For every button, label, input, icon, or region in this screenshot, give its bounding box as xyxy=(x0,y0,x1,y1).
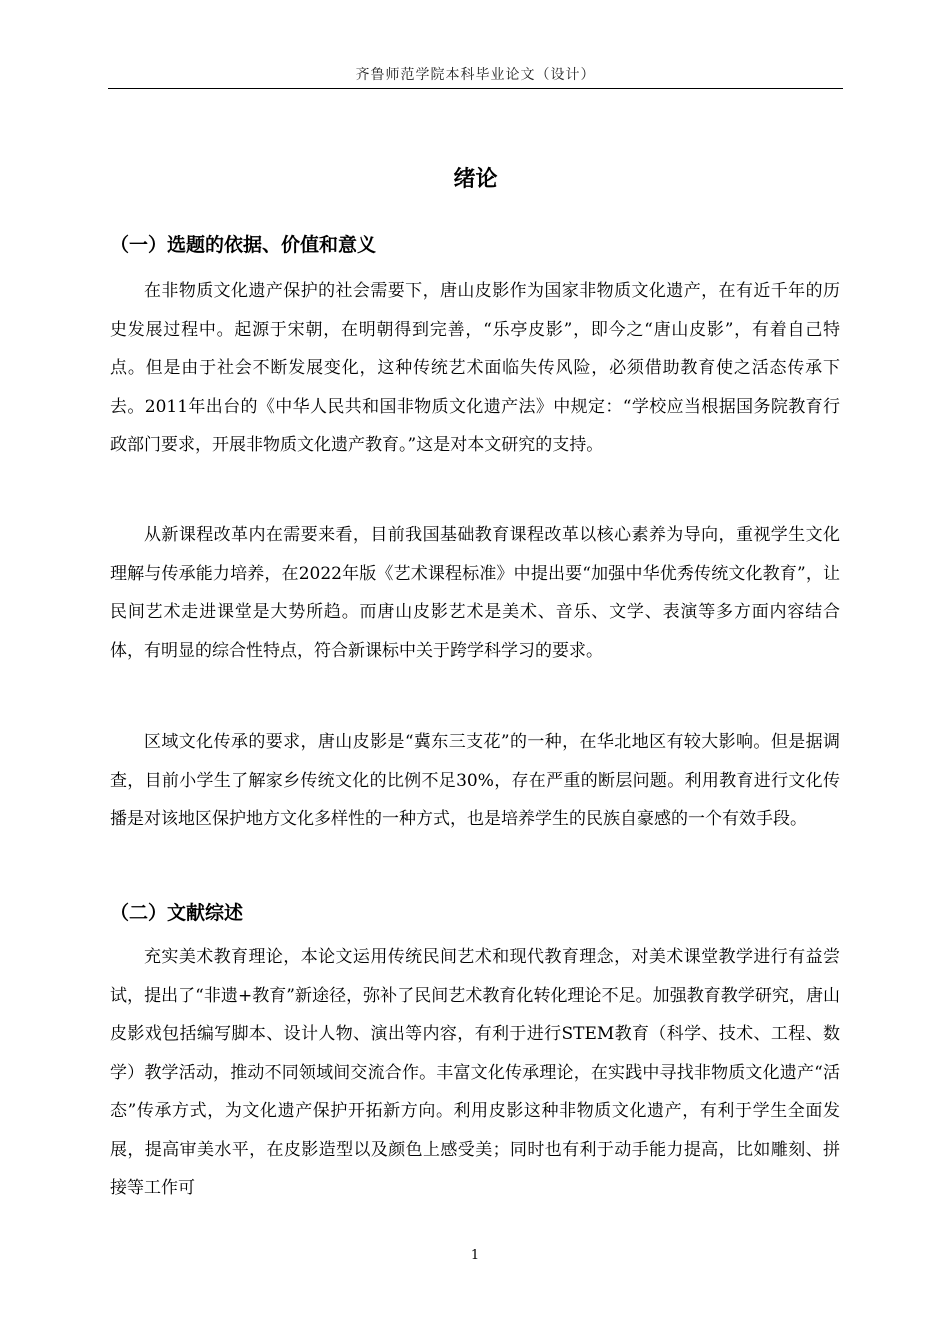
section-heading-literature-review: （二）文献综述 xyxy=(110,902,244,924)
page-number: 1 xyxy=(470,1248,480,1263)
header-divider xyxy=(108,88,843,89)
chapter-title: 绪论 xyxy=(453,167,498,192)
paragraph-curriculum-reform: 从新课程改革内在需要来看，目前我国基础教育课程改革以核心素养为导向，重视学生文化理解与传承能力培养，在2022年版《艺术课程标准》中提出要“加强中华优秀传统文化教育”，让民间艺术走进课堂是大势所趋。而唐山皮影艺术是美术、音乐、文学、表演等多方面内容结合体，有明显的综合性特点，符合新课标中关于跨学科学习的要求。 xyxy=(110,525,840,661)
paragraph-heritage-protection: 在非物质文化遗产保护的社会需要下，唐山皮影作为国家非物质文化遗产，在有近千年的历史发展过程中。起源于宋朝，在明朝得到完善，“乐亭皮影”，即今之“唐山皮影”，有着自己特点。但是由于社会不断发展变化，这种传统艺术面临失传风险，必须借助教育使之活态传承下去。2011年出台的《中华人民共和国非物质文化遗产法》中规定：“学校应当根据国务院教育行政部门要求，开展非物质文化遗产教育。”这是对本文研究的支持。 xyxy=(110,281,840,455)
running-header: 齐鲁师范学院本科毕业论文（设计） xyxy=(355,67,596,83)
paragraph-literature-review: 充实美术教育理论，本论文运用传统民间艺术和现代教育理念，对美术课堂教学进行有益尝试，提出了“非遗+教育”新途径，弥补了民间艺术教育化转化理论不足。加强教育教学研究，唐山皮影戏包括编写脚本、设计人物、演出等内容，有利于进行STEM教育（科学、技术、工程、数学）教学活动，推动不同领域间交流合作。丰富文化传承理论，在实践中寻找非物质文化遗产“活态”传承方式，为文化遗产保护开拓新方向。利用皮影这种非物质文化遗产，有利于学生全面发展，提高审美水平，在皮影造型以及颜色上感受美；同时也有利于动手能力提高，比如雕刻、拼接等工作可 xyxy=(110,947,840,1198)
section-heading-basis: （一）选题的依据、价值和意义 xyxy=(110,234,377,256)
paragraph-regional-culture: 区域文化传承的要求，唐山皮影是“冀东三支花”的一种，在华北地区有较大影响。但是据调查，目前小学生了解家乡传统文化的比例不足30%，存在严重的断层问题。利用教育进行文化传播是对该地区保护地方文化多样性的一种方式，也是培养学生的民族自豪感的一个有效手段。 xyxy=(110,732,840,829)
